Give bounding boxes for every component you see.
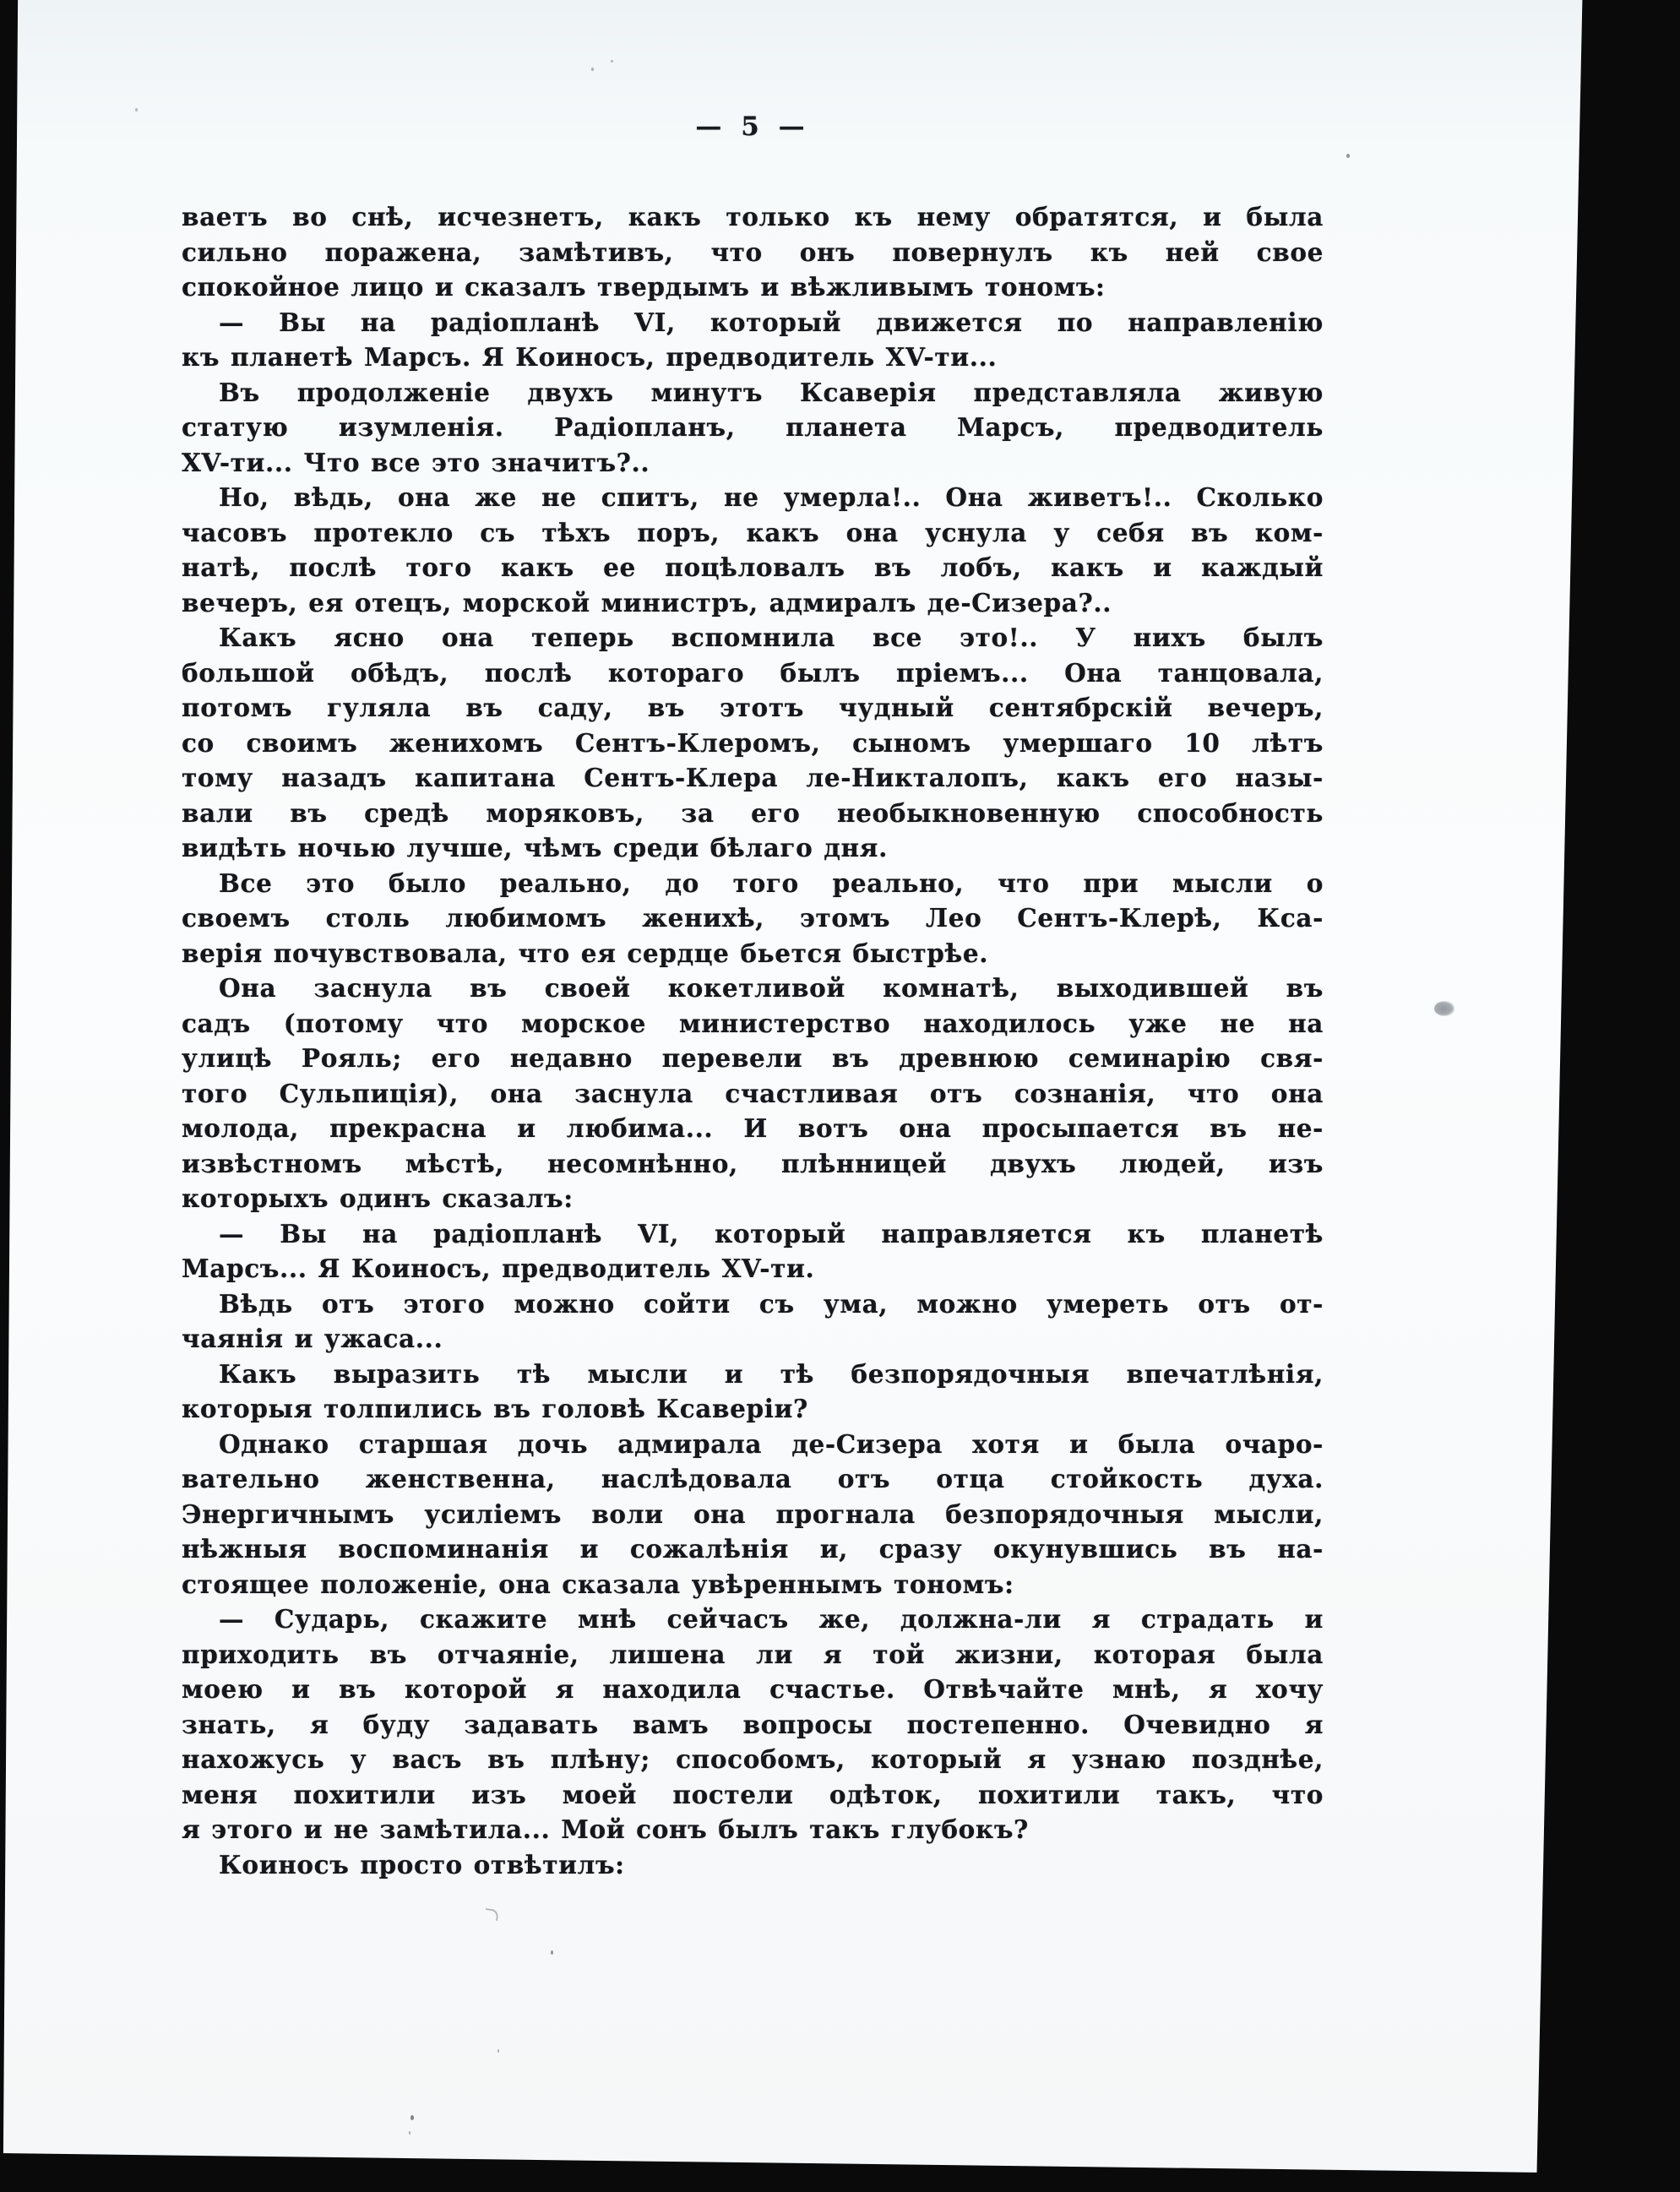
paragraph (182, 1216, 1324, 1286)
text-line: моею и въ которой я находила счастье. Отвѣчайте мнѣ, я хочу (182, 1674, 1324, 1704)
page-number: — 5 — (695, 112, 810, 142)
text-line: Какъ ясно она теперь вспомнила все это!.. У нихъ былъ (219, 623, 1324, 652)
text-line: вательно женственна, наслѣдовала отъ отца стойкость духа. (182, 1464, 1324, 1493)
text-line: извѣстномъ мѣстѣ, несомнѣнно, плѣнницей двухъ людей, изъ (182, 1148, 1324, 1178)
scan-edge-left (0, 0, 20, 2162)
dust-speck (410, 2115, 414, 2120)
hook-mark-artifact (484, 1908, 499, 1921)
text-line: нахожусь у васъ въ плѣну; способомъ, который я узнаю позднѣе, (182, 1744, 1324, 1774)
text-line: я этого и не замѣтила... Мой сонъ былъ такъ глубокъ? (182, 1814, 1029, 1844)
text-line: улицѣ Рояль; его недавно перевели въ древнюю семинарію свя- (182, 1043, 1324, 1073)
dust-speck (497, 2049, 499, 2053)
text-line: потомъ гуляла въ саду, въ этотъ чудный сентябрскій вечеръ, (182, 693, 1324, 722)
text-block (182, 199, 1324, 1882)
paragraph (182, 480, 1324, 620)
scan-edge-right (1536, 0, 1680, 2192)
dust-speck (135, 108, 138, 112)
dust-speck (591, 68, 594, 71)
dust-speck (551, 1950, 553, 1955)
paragraph (182, 1602, 1324, 1847)
text-line: XV-ти... Что все это значитъ?.. (182, 447, 650, 477)
text-line: садъ (потому что морское министерство находилось уже не на (182, 1008, 1324, 1038)
scan-edge-bottom (0, 2150, 1680, 2192)
text-line: вечеръ, ея отецъ, морской министръ, адмиралъ де-Сизера?.. (182, 587, 1112, 617)
dust-speck (1346, 154, 1350, 158)
paragraph (182, 1286, 1324, 1357)
text-line: Какъ выразить тѣ мысли и тѣ безпорядочныя впечатлѣнія, (219, 1358, 1324, 1389)
text-line: со своимъ женихомъ Сентъ-Клеромъ, сыномъ умершаго 10 лѣтъ (182, 727, 1324, 758)
text-line: чаянія и ужаса... (182, 1324, 443, 1353)
paragraph (182, 305, 1324, 375)
text-line: которыя толпились въ головѣ Ксаверіи? (182, 1394, 808, 1423)
text-line: ваетъ во снѣ, исчезнетъ, какъ только къ нему обратятся, и была (182, 202, 1324, 231)
text-line: нѣжныя воспоминанія и сожалѣнія и, сразу окунувшись въ на- (182, 1534, 1324, 1564)
text-line: сильно поражена, замѣтивъ, что онъ повернулъ къ ней свое (182, 237, 1324, 267)
text-line: которыхъ одинъ сказалъ: (182, 1183, 574, 1213)
text-line: натѣ, послѣ того какъ ее поцѣловалъ въ лобъ, какъ и каждый (182, 552, 1324, 582)
paragraph (182, 971, 1324, 1216)
text-line: статую изумленія. Радіопланъ, планета Марсъ, предводитель (182, 412, 1324, 442)
text-line: спокойное лицо и сказалъ твердымъ и вѣжливымъ тономъ: (182, 272, 1106, 302)
text-line: молода, прекрасна и любима... И вотъ она просыпается въ не- (182, 1113, 1324, 1143)
dust-speck (611, 60, 613, 63)
text-line: стоящее положеніе, она сказала увѣреннымъ тономъ: (182, 1569, 1014, 1599)
ink-blob-artifact (1434, 1001, 1454, 1016)
text-line: видѣть ночью лучше, чѣмъ среди бѣлаго дня. (182, 833, 888, 862)
text-line: Она заснула въ своей кокетливой комнатѣ, выходившей въ (219, 973, 1324, 1003)
text-line: Но, вѣдь, она же не спитъ, не умерла!.. Она живетъ!.. Сколько (219, 482, 1324, 512)
paragraph (182, 199, 1324, 305)
text-line: приходить въ отчаяніе, лишена ли я той жизни, которая была (182, 1639, 1324, 1669)
text-line: меня похитили изъ моей постели одѣток, похитили такъ, что (182, 1779, 1324, 1809)
paragraph (182, 1847, 1324, 1883)
text-line: тому назадъ капитана Сентъ-Клера ле-Никталопъ, какъ его назы- (182, 763, 1324, 792)
text-line: верія почувствовала, что ея сердце бьется быстрѣе. (182, 938, 989, 968)
text-line: Энергичнымъ усиліемъ воли она прогнала безпорядочныя мысли, (182, 1499, 1324, 1529)
paragraph (182, 375, 1324, 481)
text-line: часовъ протекло съ тѣхъ поръ, какъ она уснула у себя въ ком- (182, 517, 1324, 547)
text-line: Однако старшая дочь адмирала де-Сизера хотя и была очаро- (219, 1428, 1324, 1459)
text-line: знать, я буду задавать вамъ вопросы постепенно. Очевидно я (182, 1709, 1324, 1739)
text-line: Въ продолженіе двухъ минутъ Ксаверія представляла живую (219, 377, 1324, 407)
dust-speck (409, 2131, 410, 2135)
text-line: того Сульпиція), она заснула счастливая отъ сознанія, что она (182, 1078, 1324, 1108)
text-line: къ планетѣ Марсъ. Я Коиносъ, предводитель XV-ти... (182, 342, 998, 372)
text-line: — Вы на радіопланѣ VI, который движется по направленію (219, 307, 1324, 337)
paragraph (182, 1357, 1324, 1427)
text-line: Марсъ... Я Коиносъ, предводитель XV-ти. (182, 1254, 815, 1283)
text-line: Вѣдь отъ этого можно сойти съ ума, можно умереть отъ от- (219, 1288, 1324, 1319)
paragraph (182, 1427, 1324, 1602)
text-line: — Сударь, скажите мнѣ сейчасъ же, должна-ли я страдать и (219, 1604, 1324, 1634)
text-line: Все это было реально, до того реально, что при мысли о (219, 868, 1324, 898)
paragraph (182, 620, 1324, 866)
text-line: вали въ средѣ моряковъ, за его необыкновенную способность (182, 797, 1324, 828)
text-line: своемъ столь любимомъ женихѣ, этомъ Лео Сентъ-Клерѣ, Кса- (182, 903, 1324, 933)
paragraph (182, 866, 1324, 971)
text-line: — Вы на радіопланѣ VI, который направляется къ планетѣ (219, 1218, 1324, 1248)
text-line: Коиносъ просто отвѣтилъ: (219, 1849, 625, 1879)
text-line: большой обѣдъ, послѣ котораго былъ пріемъ... Она танцовала, (182, 657, 1324, 688)
